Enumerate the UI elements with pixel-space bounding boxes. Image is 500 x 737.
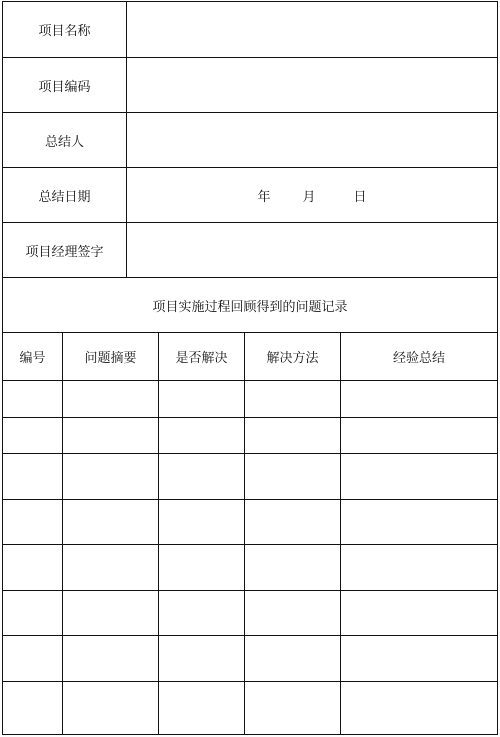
info-row-project-code <box>3 58 497 113</box>
record-issue-summary-cell[interactable] <box>63 500 159 544</box>
table-row <box>3 636 497 682</box>
record-solution-cell[interactable] <box>245 500 341 544</box>
record-solution-cell[interactable] <box>245 636 341 681</box>
record-solution-cell[interactable] <box>245 418 341 453</box>
record-lessons-cell[interactable] <box>341 682 497 734</box>
summarizer-label: 总结人 <box>3 113 127 167</box>
record-lessons-cell[interactable] <box>341 545 497 590</box>
record-lessons-cell[interactable] <box>341 591 497 635</box>
table-row <box>3 381 497 418</box>
record-issue-summary-cell[interactable] <box>63 636 159 681</box>
column-header-number: 编号 <box>3 333 63 380</box>
record-issue-summary-cell[interactable] <box>63 682 159 734</box>
record-resolved-cell[interactable] <box>159 500 245 544</box>
project-name-label: 项目名称 <box>3 2 127 57</box>
record-resolved-cell[interactable] <box>159 381 245 417</box>
info-row-project-name <box>3 2 497 58</box>
manager-signature-label: 项目经理签字 <box>3 223 127 277</box>
column-header-lessons: 经验总结 <box>392 351 445 366</box>
record-number-cell[interactable] <box>3 591 63 635</box>
summary-date-field[interactable] <box>127 168 497 222</box>
record-lessons-cell[interactable] <box>341 381 497 417</box>
table-row <box>3 418 497 454</box>
record-issue-summary-cell[interactable] <box>63 591 159 635</box>
table-row <box>3 500 497 545</box>
record-lessons-cell[interactable] <box>341 636 497 681</box>
manager-signature-field[interactable] <box>127 223 497 277</box>
column-header-solution: 解决方法 <box>245 333 341 380</box>
summary-date-label: 总结日期 <box>3 168 127 222</box>
table-row <box>3 454 497 500</box>
record-solution-cell[interactable] <box>245 682 341 734</box>
record-number-cell[interactable] <box>3 381 63 417</box>
record-number-cell[interactable] <box>3 682 63 734</box>
date-day-label: 日 <box>353 189 367 205</box>
record-issue-summary-cell[interactable] <box>63 545 159 590</box>
info-row-summary-date <box>3 168 497 223</box>
project-code-label: 项目编码 <box>3 58 127 112</box>
table-row <box>3 682 497 734</box>
record-resolved-cell[interactable] <box>159 454 245 499</box>
column-header-resolved: 是否解决 <box>159 333 245 380</box>
date-month-label: 月 <box>302 189 316 205</box>
record-number-cell[interactable] <box>3 545 63 590</box>
column-header-issue-summary: 问题摘要 <box>63 333 159 380</box>
info-row-manager-signature <box>3 223 497 278</box>
table-row <box>3 591 497 636</box>
record-resolved-cell[interactable] <box>159 545 245 590</box>
record-number-cell[interactable] <box>3 636 63 681</box>
record-solution-cell[interactable] <box>245 454 341 499</box>
project-name-field[interactable] <box>127 2 497 57</box>
record-resolved-cell[interactable] <box>159 591 245 635</box>
record-number-cell[interactable] <box>3 500 63 544</box>
info-row-summarizer <box>3 113 497 168</box>
section-title-row <box>3 278 497 333</box>
record-resolved-cell[interactable] <box>159 682 245 734</box>
records-header-row <box>3 333 497 381</box>
record-lessons-cell[interactable] <box>341 454 497 499</box>
record-number-cell[interactable] <box>3 454 63 499</box>
record-solution-cell[interactable] <box>245 591 341 635</box>
record-issue-summary-cell[interactable] <box>63 454 159 499</box>
record-lessons-cell[interactable] <box>341 500 497 544</box>
date-year-label: 年 <box>257 189 271 205</box>
project-code-field[interactable] <box>127 58 497 112</box>
record-number-cell[interactable] <box>3 418 63 453</box>
record-solution-cell[interactable] <box>245 381 341 417</box>
table-row <box>3 545 497 591</box>
record-resolved-cell[interactable] <box>159 636 245 681</box>
record-solution-cell[interactable] <box>245 545 341 590</box>
record-lessons-cell[interactable] <box>341 418 497 453</box>
record-issue-summary-cell[interactable] <box>63 418 159 453</box>
section-title: 项目实施过程回顾得到的问题记录 <box>152 299 348 315</box>
record-resolved-cell[interactable] <box>159 418 245 453</box>
record-issue-summary-cell[interactable] <box>63 381 159 417</box>
summarizer-field[interactable] <box>127 113 497 167</box>
project-summary-form <box>2 1 498 735</box>
